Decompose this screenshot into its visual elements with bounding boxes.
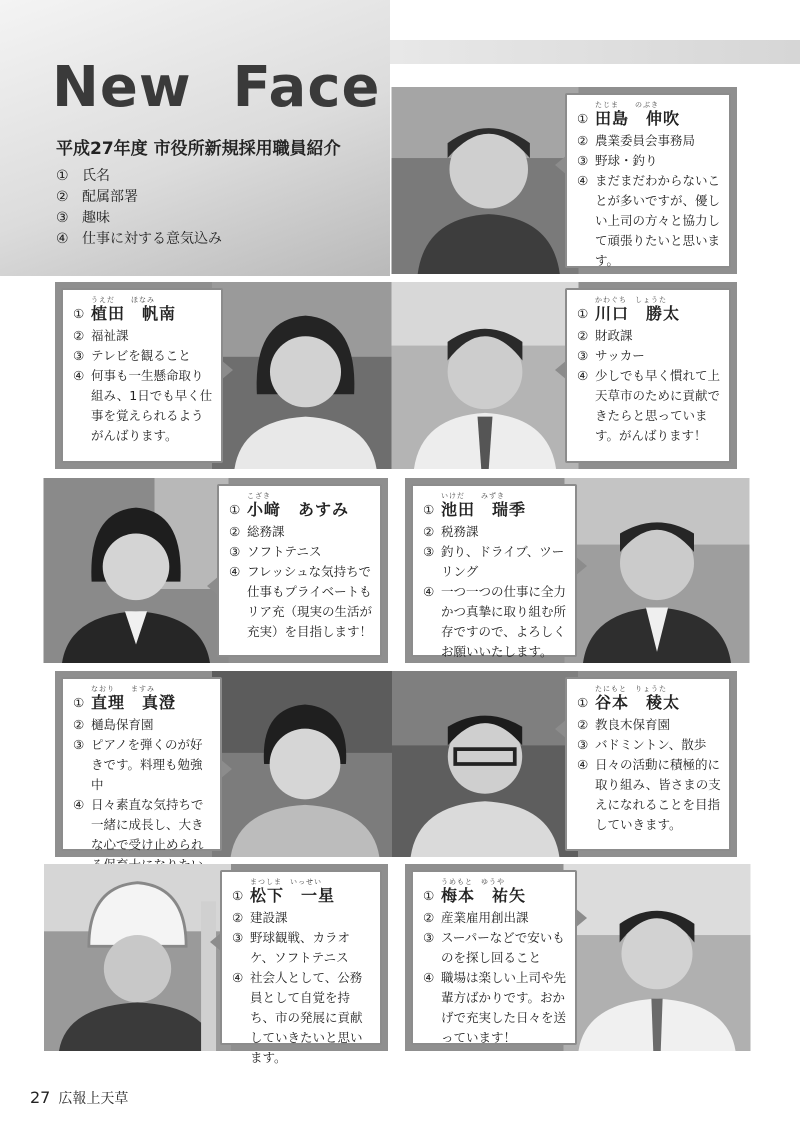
message-row: ④ 少しでも早く慣れて上天草市のために貢献できたらと思っています。がんばります！ (577, 368, 721, 443)
person-name: 小﨑 あすみ (247, 500, 350, 519)
profile-photo (405, 671, 565, 857)
hobby-row: ③ バドミントン、散歩 (577, 737, 707, 752)
name-reading: たにもと りょうた (595, 685, 667, 693)
person-name: 梅本 祐矢 (441, 886, 527, 905)
profile-card (220, 870, 382, 1065)
person-photo-icon (222, 671, 388, 857)
name-reading: たじま のぶき (595, 101, 659, 109)
person-photo-icon (55, 478, 217, 663)
name-reading: なおり ますみ (91, 685, 155, 693)
profile-card (411, 484, 577, 657)
message-row: ④ 職場は楽しい上司や先輩方ばかりです。おかげで充実した日々を送っています！ (423, 970, 567, 1045)
hobby-row: ③ ソフトテニス (229, 544, 322, 559)
name-reading: うめもと ゆうや (441, 878, 505, 886)
person-name: 谷本 稜太 (595, 693, 681, 712)
person-name: 直理 真澄 (91, 693, 177, 712)
dept-row: ② 総務課 (229, 524, 285, 539)
name-row: ① まつしま いっせい 松下 一星 (232, 878, 336, 905)
name-row: ① たにもと りょうた 谷本 稜太 (577, 685, 681, 712)
profile-panel (55, 282, 388, 469)
name-row: ① いけだ みずき 池田 瑞季 (423, 492, 527, 519)
profile-card (565, 677, 731, 851)
person-photo-icon (577, 478, 737, 663)
page-number: 27 (30, 1088, 51, 1107)
legend-item: ④ 仕事に対する意気込み (56, 231, 222, 247)
person-name: 植田 帆南 (91, 304, 177, 323)
name-row: ① うめもと ゆうや 梅本 祐矢 (423, 878, 527, 905)
name-reading: こざき (247, 492, 271, 500)
speech-tail (575, 908, 587, 928)
profile-panel (405, 864, 737, 1051)
message-row: ④ 一つ一つの仕事に全力かつ真摯に取り組む所存ですので、よろしくお願いいたします。 (423, 584, 567, 659)
profile-card (217, 484, 382, 657)
profile-photo (405, 282, 565, 469)
message-row: ④ 社会人として、公務員として自覚を持ち、市の発展に貢献していきたいと思います。 (232, 970, 363, 1065)
message-row: ④ まだまだわからないことが多いですが、優しい上司の方々と協力して頑張りたいと思います。 (577, 173, 721, 268)
speech-tail (555, 155, 567, 175)
person-name: 松下 一星 (250, 886, 336, 905)
publication-name: 広報上天草 (58, 1091, 129, 1107)
legend-item: ③ 趣味 (56, 210, 110, 226)
hobby-row: ③ ピアノを弾くのが好きです。料理も勉強中 (73, 737, 203, 792)
profile-photo (405, 87, 565, 274)
profile-photo (55, 864, 220, 1051)
name-reading: うえだ ほなみ (91, 296, 155, 304)
speech-tail (210, 932, 222, 952)
message-row: ④ 何事も一生懸命取り組み、1日でも早く仕事を覚えられるようがんばります。 (73, 368, 213, 443)
dept-row: ② 福祉課 (73, 328, 129, 343)
profile-panel (55, 671, 388, 857)
person-photo-icon (405, 282, 565, 469)
profile-panel (405, 671, 737, 857)
dept-row: ② 財政課 (577, 328, 633, 343)
name-row: ① なおり ますみ 直理 真澄 (73, 685, 177, 712)
page-subtitle: 平成27年度 市役所新規採用職員紹介 (56, 139, 341, 159)
name-row: ① たじま のぶき 田島 伸吹 (577, 101, 681, 128)
name-reading: いけだ みずき (441, 492, 505, 500)
profile-photo (223, 282, 388, 469)
top-decorative-bar (390, 40, 800, 64)
profile-card (61, 288, 223, 463)
profile-card (411, 870, 577, 1045)
page-footer (30, 1088, 128, 1108)
profile-card (61, 677, 222, 851)
profile-panel (55, 478, 388, 663)
name-reading: かわぐち しょうた (595, 296, 667, 304)
person-name: 池田 瑞季 (441, 500, 527, 519)
message-row: ④ 日々素直な気持ちで一緒に成長し、大きな心で受け止められ (73, 797, 204, 852)
hobby-row: ③ サッカー (577, 348, 645, 363)
hobby-row: ③ 野球観戦、カラオケ、ソフトテニス (232, 930, 351, 965)
profile-panel (405, 87, 737, 274)
dept-row: ② 教良木保育園 (577, 717, 671, 732)
profile-photo (577, 864, 737, 1051)
legend-item: ① 氏名 (56, 168, 110, 184)
page-title: New Face (52, 55, 381, 120)
legend-item: ② 配属部署 (56, 189, 138, 205)
dept-row: ② 産業雇用創出課 (423, 910, 529, 925)
person-name: 川口 勝太 (595, 304, 681, 323)
speech-tail (221, 360, 233, 380)
name-reading: まつしま いっせい (250, 878, 322, 886)
speech-tail (575, 556, 587, 576)
dept-row: ② 税務課 (423, 524, 479, 539)
message-row: ④ フレッシュな気持ちで仕事もプライベートもリア充（現実の生活が充実）を目指します！ (229, 564, 373, 639)
speech-tail (555, 719, 567, 739)
name-row: ① うえだ ほなみ 植田 帆南 (73, 296, 177, 323)
name-row: ① こざき 小﨑 あすみ (229, 492, 350, 519)
dept-row: ② 農業委員会事務局 (577, 133, 696, 148)
hobby-row: ③ 釣り、ドライブ、ツーリング (423, 544, 565, 579)
name-row: ① かわぐち しょうた 川口 勝太 (577, 296, 681, 323)
speech-tail (555, 360, 567, 380)
profile-panel (405, 282, 737, 469)
speech-tail (220, 759, 232, 779)
person-photo-icon (577, 864, 737, 1051)
hobby-row: ③ テレビを観ること (73, 348, 191, 363)
speech-tail (207, 576, 219, 596)
profile-photo (222, 671, 388, 857)
legend-list (56, 166, 222, 250)
profile-photo (55, 478, 217, 663)
profile-card (565, 93, 731, 268)
hobby-row: ③ スーパーなどで安いものを探し回ること (423, 930, 565, 965)
person-photo-icon (405, 87, 565, 274)
profile-panel (55, 864, 388, 1065)
person-photo-icon (223, 282, 388, 469)
person-photo-icon (405, 671, 565, 857)
dept-row: ② 樋島保育園 (73, 717, 154, 732)
person-name: 田島 伸吹 (595, 109, 681, 128)
dept-row: ② 建設課 (232, 910, 288, 925)
profile-panel (405, 478, 737, 663)
profile-photo (577, 478, 737, 663)
person-photo-icon (55, 864, 220, 1051)
profile-card (565, 288, 731, 463)
hobby-row: ③ 野球・釣り (577, 153, 658, 168)
message-row: ④ 日々の活動に積極的に取り組み、皆さまの支えになれることを目指していきます。 (577, 757, 721, 832)
